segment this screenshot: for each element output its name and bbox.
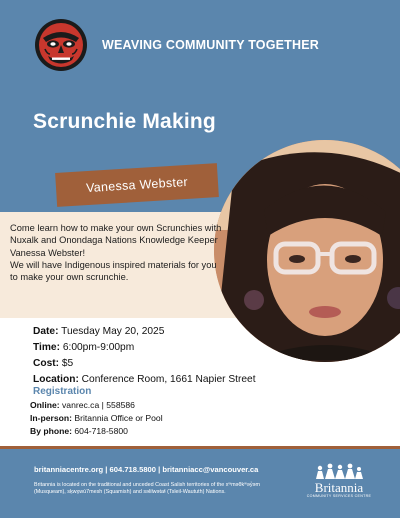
inperson-label: In-person: bbox=[30, 413, 73, 423]
date-label: Date: bbox=[33, 326, 59, 337]
description-paragraph: We will have Indigenous inspired materials for you to make your own scrunchie. bbox=[10, 259, 217, 283]
time-label: Time: bbox=[33, 342, 60, 353]
detail-time bbox=[33, 340, 256, 356]
registration-phone bbox=[30, 426, 128, 436]
presenter-name: Vanessa Webster bbox=[85, 174, 189, 196]
inperson-value: Britannia Office or Pool bbox=[72, 413, 163, 423]
event-details bbox=[33, 324, 256, 388]
detail-cost bbox=[33, 356, 256, 372]
land-acknowledgement bbox=[34, 482, 284, 497]
event-title: Scrunchie Making bbox=[33, 110, 216, 133]
phone-link[interactable]: 604-718-5800 bbox=[72, 426, 128, 436]
time-value: 6:00pm-9:00pm bbox=[60, 342, 135, 353]
registration-inperson bbox=[30, 413, 163, 423]
footer-divider bbox=[0, 446, 400, 449]
cost-label: Cost: bbox=[33, 358, 60, 369]
location-label: Location: bbox=[33, 374, 79, 385]
online-label: Online: bbox=[30, 400, 60, 410]
description-paragraph: Come learn how to make your own Scrunchies with Nuxalk and Onondaga Nations Knowledge Keeper Vanessa Webster! bbox=[10, 223, 222, 258]
acknowledgement-line: Britannia is located on the traditional and unceded Coast Salish territories of the xʷməθkʷəy̓əm bbox=[34, 482, 261, 488]
detail-date bbox=[33, 324, 256, 340]
event-description bbox=[10, 222, 222, 283]
footer-contact: britanniacentre.org | 604.718.5800 | britanniacc@vancouver.ca bbox=[34, 465, 259, 474]
phone-label: By phone: bbox=[30, 426, 73, 436]
brand-subtitle: COMMUNITY SERVICES CENTRE bbox=[306, 494, 372, 498]
registration-heading: Registration bbox=[33, 386, 92, 397]
registration-online bbox=[30, 400, 135, 410]
brand-name: Britannia bbox=[314, 480, 364, 495]
date-value: Tuesday May 20, 2025 bbox=[58, 326, 165, 337]
online-link[interactable]: vanrec.ca | 558586 bbox=[59, 400, 135, 410]
location-value: Conference Room, 1661 Napier Street bbox=[78, 374, 256, 385]
header-slogan: WEAVING COMMUNITY TOGETHER bbox=[102, 38, 320, 52]
cost-value: $5 bbox=[59, 358, 74, 369]
indigenous-mask-logo-icon bbox=[34, 18, 88, 72]
acknowledgement-line: (Musqueam), sḵwx̱wú7mesh (Squamish) and səlilwətaɬ (Tsleil-Waututh) Nations. bbox=[34, 489, 226, 496]
